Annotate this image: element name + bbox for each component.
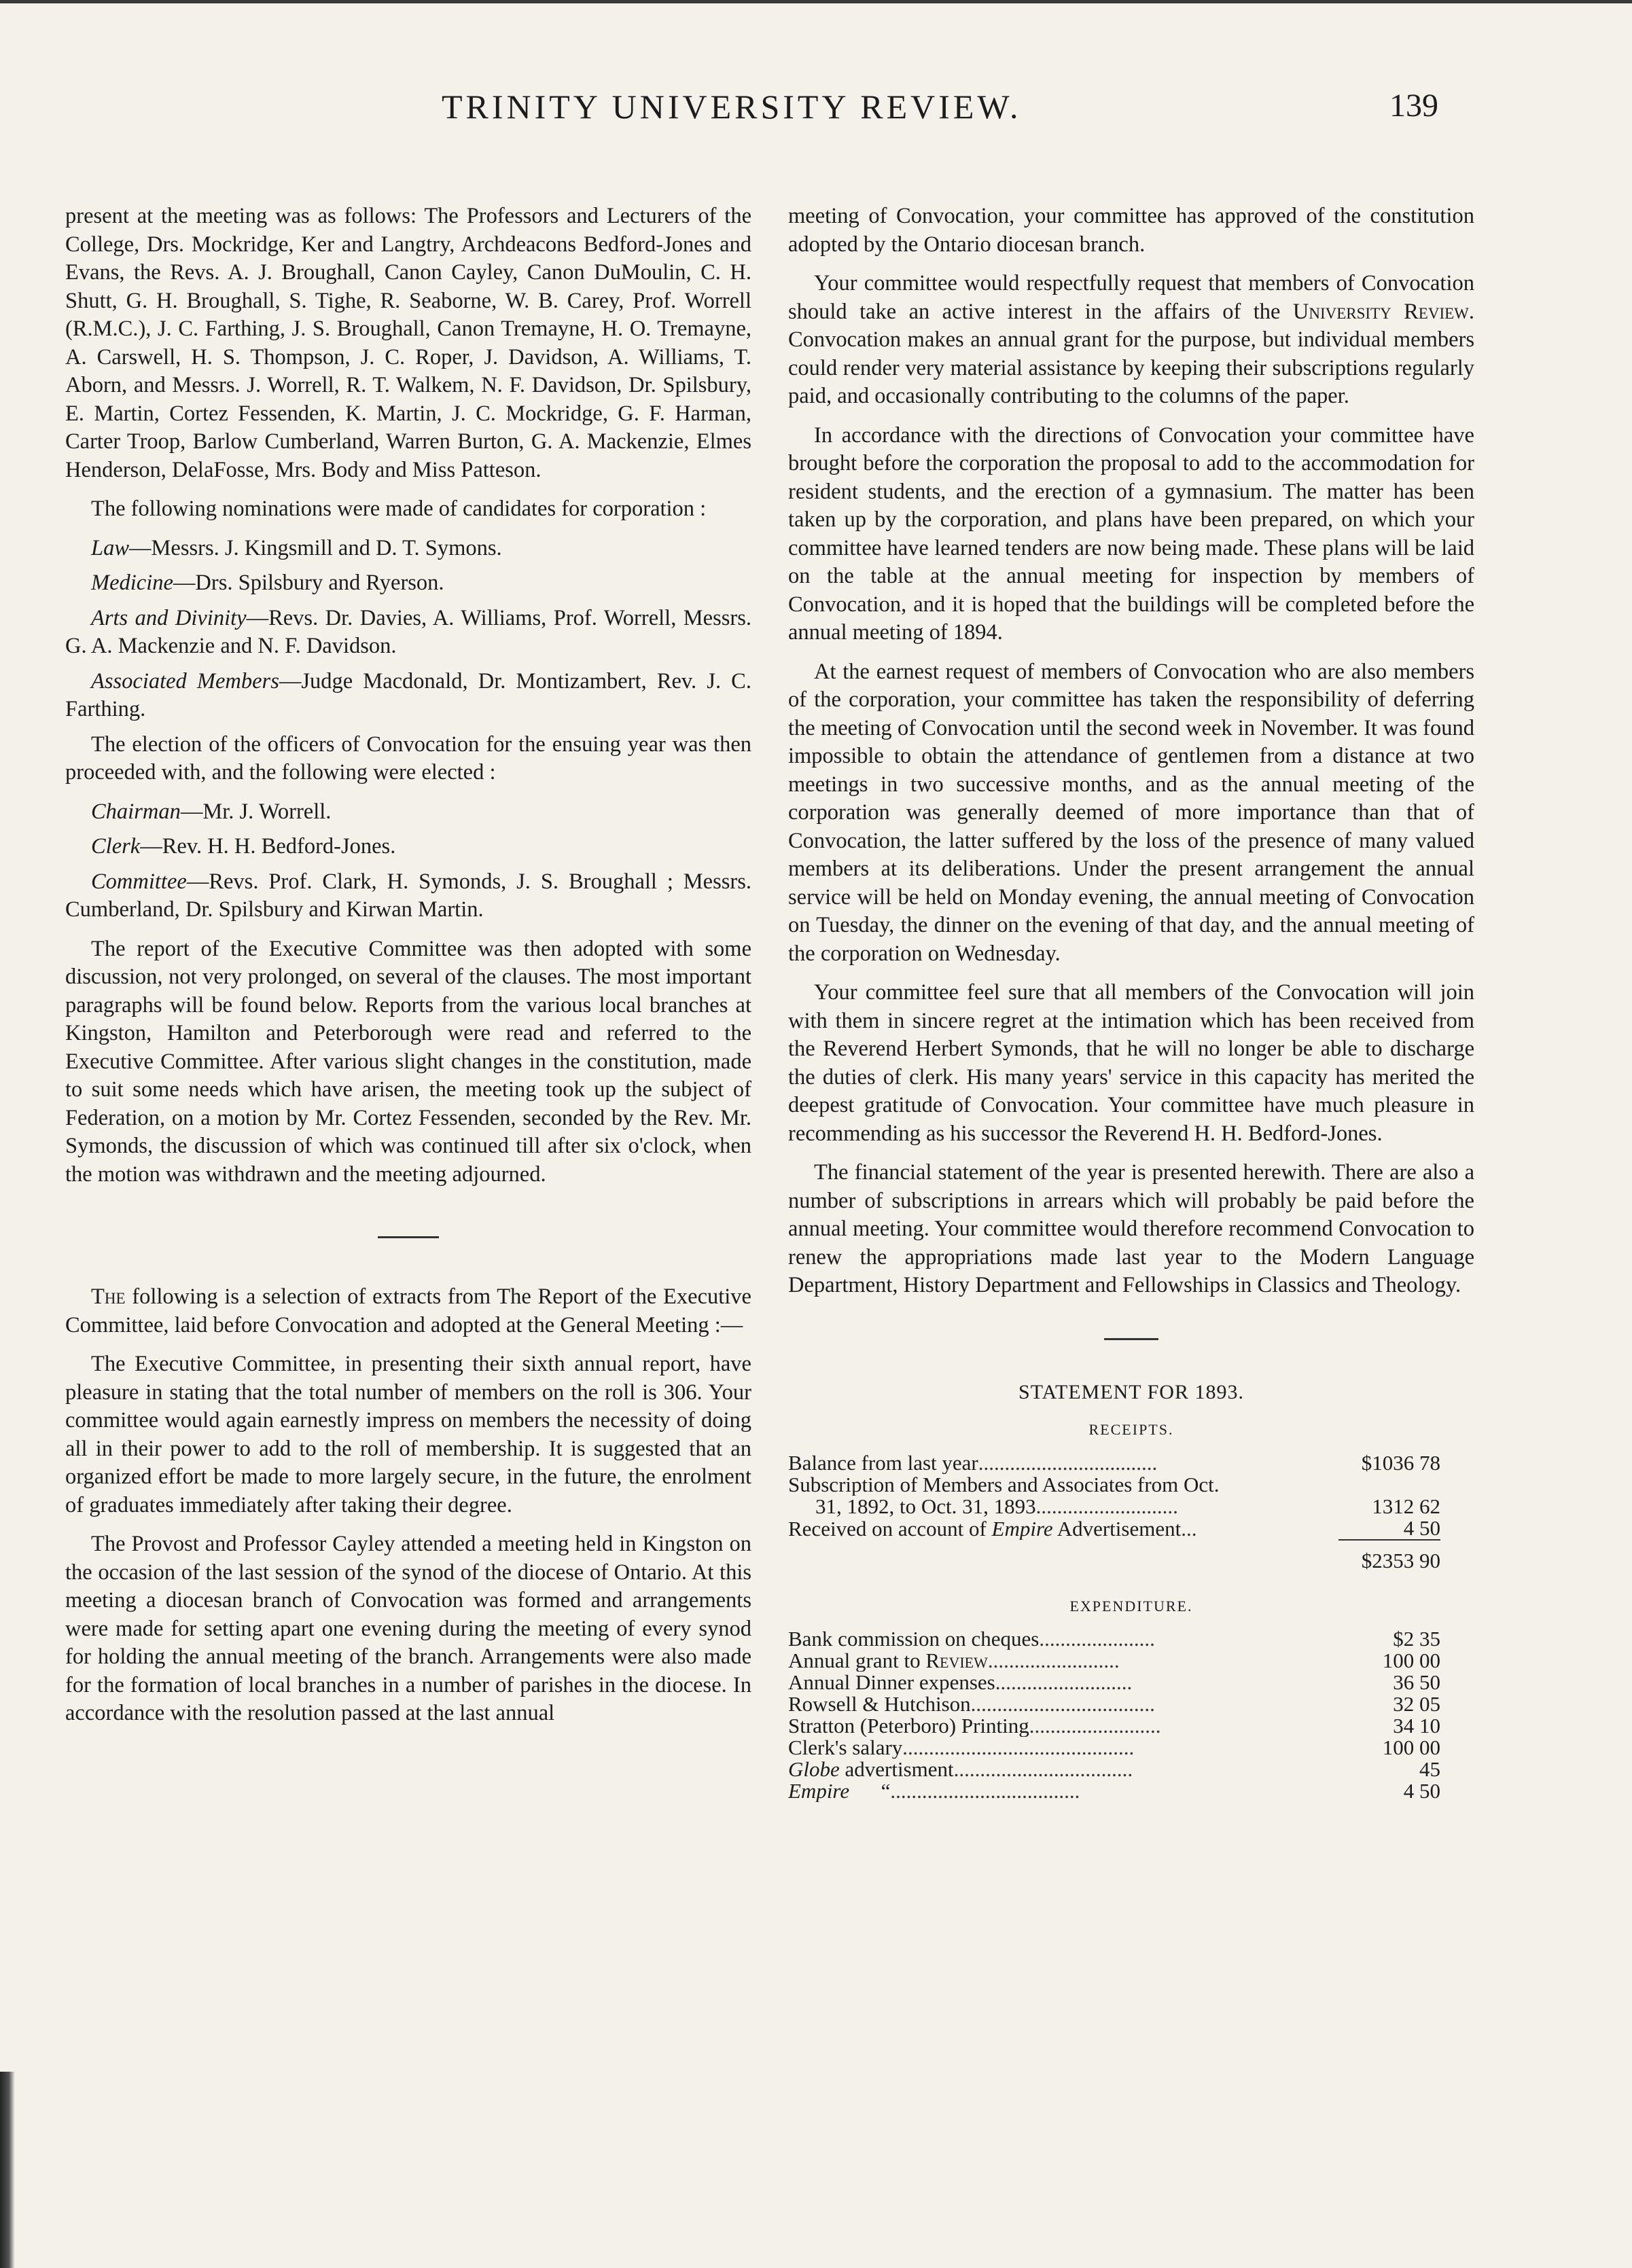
dot-leader: ................................... (970, 1693, 1155, 1715)
row-label: 31, 1892, to Oct. 31, 1893........................... (815, 1495, 1178, 1517)
row-label: Globe advertisment.................................. (788, 1759, 1133, 1780)
receipts-table (788, 1452, 1440, 1572)
row-label: Annual Dinner expenses.......................... (788, 1672, 1133, 1693)
table-row (788, 1759, 1440, 1780)
left-column (65, 202, 751, 1739)
table-row (788, 1452, 1440, 1474)
nomination-associated-members (65, 668, 751, 724)
nominations-intro: The following nominations were made of candidates for corporation : (91, 497, 707, 521)
nomination-label: Law (91, 535, 130, 560)
small-caps-lead: The (91, 1284, 126, 1309)
dot-leader: ........................... (1035, 1495, 1178, 1517)
top-page-rule (0, 0, 1632, 8)
row-amount: 100 00 (1382, 1649, 1440, 1672)
officer-clerk (65, 833, 751, 861)
row-amount: 32 05 (1393, 1692, 1440, 1716)
row-label: Annual grant to Review......................... (788, 1650, 1120, 1672)
officer-label: Chairman (91, 799, 181, 824)
table-row (788, 1672, 1440, 1693)
dot-leader: .................................. (978, 1452, 1158, 1474)
table-row (788, 1780, 1440, 1802)
row-amount: $2 35 (1393, 1627, 1440, 1651)
row-label: Clerk's salary............................................ (788, 1737, 1135, 1759)
nomination-text: —Judge Macdonald, Dr. Montizambert, Rev. J. C. Farthing. (65, 668, 751, 721)
table-row (788, 1693, 1440, 1715)
row-label: Received on account of Empire Advertisement... (788, 1517, 1197, 1540)
officer-text: —Mr. J. Worrell. (180, 799, 332, 824)
dot-leader: ... (1181, 1517, 1197, 1540)
officer-label: Committee (91, 869, 187, 894)
nomination-label: Medicine (91, 571, 173, 595)
right-column (788, 202, 1474, 1802)
table-row (788, 1474, 1440, 1496)
table-row (788, 1496, 1440, 1517)
journal-title: TRINITY UNIVERSITY REVIEW. (442, 88, 1022, 126)
officer-chairman (65, 798, 751, 827)
dot-leader: ......................... (1029, 1715, 1161, 1737)
nomination-law (65, 535, 751, 563)
officer-label: Clerk (91, 834, 141, 859)
section-divider (1104, 1338, 1158, 1340)
running-head (0, 87, 1632, 141)
report-adoption-paragraph: The report of the Executive Committee was then adopted with some discussion, not very prolonged, on several of the clauses. The most important paragraphs will be found below. Reports from the various local branches at Kingston, Hamilton and Peterborough were read and referred to the Executive Committee. After various slight changes in the constitution, made to suit some needs which have arisen, the meeting took up the subject of Federation, on a motion by Mr. Cortez Fessenden, seconded by the Rev. Mr. Symonds, the discussion of which was continued till after six o'clock, when the motion was withdrawn and the meeting adjourned. (65, 936, 751, 1187)
nomination-label: Associated Members (91, 668, 279, 694)
nomination-text: —Messrs. J. Kingsmill and D. T. Symons. (129, 535, 502, 560)
financial-paragraph: The financial statement of the year is presented herewith. There are also a number of subscriptions in arrears which will probably be paid before the annual meeting. Your committee would therefore recommend Convocation to renew the appropriations made last year to the Modern Language Department, History Department and Fellowships in Classics and Theology. (788, 1160, 1474, 1297)
gymnasium-paragraph: In accordance with the directions of Convocation your committee have brought before the corporation the proposal to add to the accommodation for resident students, and the erection of a gymnasium. The matter has been taken up by the corporation, and plans have been prepared, on which your committee have learned tenders are now being made. These plans will be laid on the table at the annual meeting for inspection by members of Convocation, and it is hoped that the buildings will be completed before the annual meeting of 1894. (788, 422, 1474, 645)
statement-title: STATEMENT FOR 1893. (1018, 1380, 1244, 1403)
row-amount: 34 10 (1393, 1714, 1440, 1738)
expenditure-heading: EXPENDITURE. (1069, 1597, 1193, 1615)
row-label: Rowsell & Hutchison................................... (788, 1693, 1155, 1715)
officer-text: —Rev. H. H. Bedford-Jones. (140, 834, 396, 859)
clerk-resignation-paragraph: Your committee feel sure that all members of the Convocation will join with them in sincere regret at the intimation which has been received from the Reverend Herbert Symonds, that he will no longer be able to discharge the duties of clerk. His many years' service in this capacity has merited the deepest gratitude of Convocation. Your committee have much pleasure in recommending as his successor the Reverend H. H. Bedford-Jones. (788, 980, 1474, 1146)
dot-leader: ...................... (1039, 1628, 1155, 1650)
dot-leader: ......................... (987, 1650, 1120, 1672)
table-row (788, 1628, 1440, 1650)
row-label: Bank commission on cheques...................... (788, 1628, 1155, 1650)
nomination-label: Arts and Divinity (91, 605, 247, 630)
row-amount (1338, 1474, 1440, 1496)
officer-committee (65, 868, 751, 924)
row-label: Stratton (Peterboro) Printing......................... (788, 1715, 1161, 1737)
table-row (788, 1737, 1440, 1759)
receipts-heading: RECEIPTS. (1088, 1421, 1174, 1438)
dot-leader: ............................................ (902, 1737, 1135, 1759)
dot-leader: .......................... (995, 1672, 1133, 1693)
expenditure-table (788, 1628, 1440, 1802)
attendees-paragraph: present at the meeting was as follows: The Professors and Lecturers of the College, Drs. Mockridge, Ker and Langtry, Archdeacons Bedford-Jones and Evans, the Revs. A. J. Broughall, Canon Cayley, Canon DuMoulin, C. H. Shutt, G. H. Broughall, S. Tighe, R. Seaborne, W. B. Carey, Prof. Worrell (R.M.C.), J. C. Farthing, J. S. Broughall, Canon Tremayne, H. O. Tremayne, A. Carswell, H. S. Thompson, J. C. Roper, J. Davidson, A. Williams, T. Aborn, and Messrs. J. Worrell, R. T. Walkem, N. F. Davidson, Dr. Spilsbury, E. Martin, Cortez Fessenden, K. Martin, J. C. Mockridge, G. F. Harman, Carter Troop, Barlow Cumberland, Warren Burton, G. A. Mackenzie, Elmes Henderson, DelaFosse, Mrs. Body and Miss Patteson. (65, 204, 751, 482)
binding-edge (0, 2072, 15, 2268)
nomination-text: —Drs. Spilsbury and Ryerson. (173, 571, 444, 595)
extracts-intro-text: following is a selection of extracts from The Report of the Executive Committee, laid before Convocation and adopted at the General Meeting :— (65, 1284, 751, 1337)
row-amount: 36 50 (1393, 1670, 1440, 1694)
dot-leader: .................................. (953, 1759, 1133, 1780)
total-row (788, 1540, 1440, 1572)
extracts-intro (65, 1283, 751, 1339)
kingston-meeting-paragraph: The Provost and Professor Cayley attended a meeting held in Kingston on the occasion of the last session of the synod of the diocese of Ontario. At this meeting a diocesan branch of Convocation was formed and arrangements were made for setting apart one evening during the meeting of every synod for holding the annual meeting of the branch. Arrangements were also made for the formation of local branches in a number of parishes in the diocese. In accordance with the resolution passed at the last annual (65, 1532, 751, 1725)
meeting-schedule-paragraph: At the earnest request of members of Convocation who are also members of the corporation, your committee has taken the responsibility of deferring the meeting of Convocation until the second week in November. It was found impossible to obtain the attendance of gentlemen from a distance at two meetings in two successive months, and as the annual meeting of the corporation was generally deemed of more importance than that of Convocation, the latter suffered by the loss of the presence of many valued members at its deliberations. Under the present arrangement the annual service will be held on Monday evening, the annual meeting of Convocation on Tuesday, the dinner on the evening of that day, and the annual meeting of the corporation on Wednesday. (788, 659, 1474, 966)
row-amount: $1036 78 (1361, 1450, 1440, 1475)
nomination-text: —Revs. Dr. Davies, A. Williams, Prof. Worrell, Messrs. G. A. Mackenzie and N. F. Davidson. (65, 605, 752, 658)
constitution-paragraph: meeting of Convocation, your committee has approved of the constitution adopted by the Ontario diocesan branch. (788, 204, 1474, 257)
review-support-paragraph (788, 270, 1474, 411)
row-amount: 45 (1419, 1757, 1440, 1781)
election-paragraph: The election of the officers of Convocation for the ensuing year was then proceeded with, and the following were elected : (65, 732, 751, 785)
row-label: Subscription of Members and Associates from Oct. (788, 1473, 1220, 1496)
row-label: Balance from last year.................................. (788, 1452, 1158, 1474)
membership-paragraph: The Executive Committee, in presenting their sixth annual report, have pleasure in stating that the total number of members on the roll is 306. Your committee would again earnestly impress on members the necessity of doing all in their power to add to the roll of membership. It is suggested that an organized effort be made to more largely secure, in the future, the enrolment of graduates immediately after taking their degree. (65, 1352, 751, 1517)
row-amount: 4 50 (1403, 1779, 1440, 1803)
review-support-text-a: Your committee would respectfully request that members of Convocation should take an active interest in the affairs of the (788, 271, 1474, 324)
review-support-text-b: . Convocation makes an annual grant for the purpose, but individual members could render very material assistance by keeping their subscriptions regularly paid, and occasionally contributing to the columns of the paper. (788, 299, 1474, 408)
nomination-medicine (65, 569, 751, 598)
row-amount: 4 50 (1403, 1515, 1440, 1540)
row-amount: 1312 62 (1372, 1494, 1440, 1518)
row-label: Empire “.................................... (788, 1780, 1080, 1802)
table-row (788, 1650, 1440, 1672)
dot-leader: .................................... (890, 1780, 1080, 1802)
page-number: 139 (1389, 88, 1438, 124)
review-name: University Review (1292, 299, 1469, 324)
officer-text: —Revs. Prof. Clark, H. Symonds, J. S. Broughall ; Messrs. Cumberland, Dr. Spilsbury and Kirwan Martin. (65, 869, 751, 922)
receipts-total: $2353 90 (1338, 1540, 1440, 1572)
section-divider (378, 1236, 439, 1238)
table-row (788, 1715, 1440, 1737)
row-amount: 100 00 (1382, 1735, 1440, 1759)
nomination-arts-divinity (65, 605, 751, 661)
table-row (788, 1517, 1440, 1540)
